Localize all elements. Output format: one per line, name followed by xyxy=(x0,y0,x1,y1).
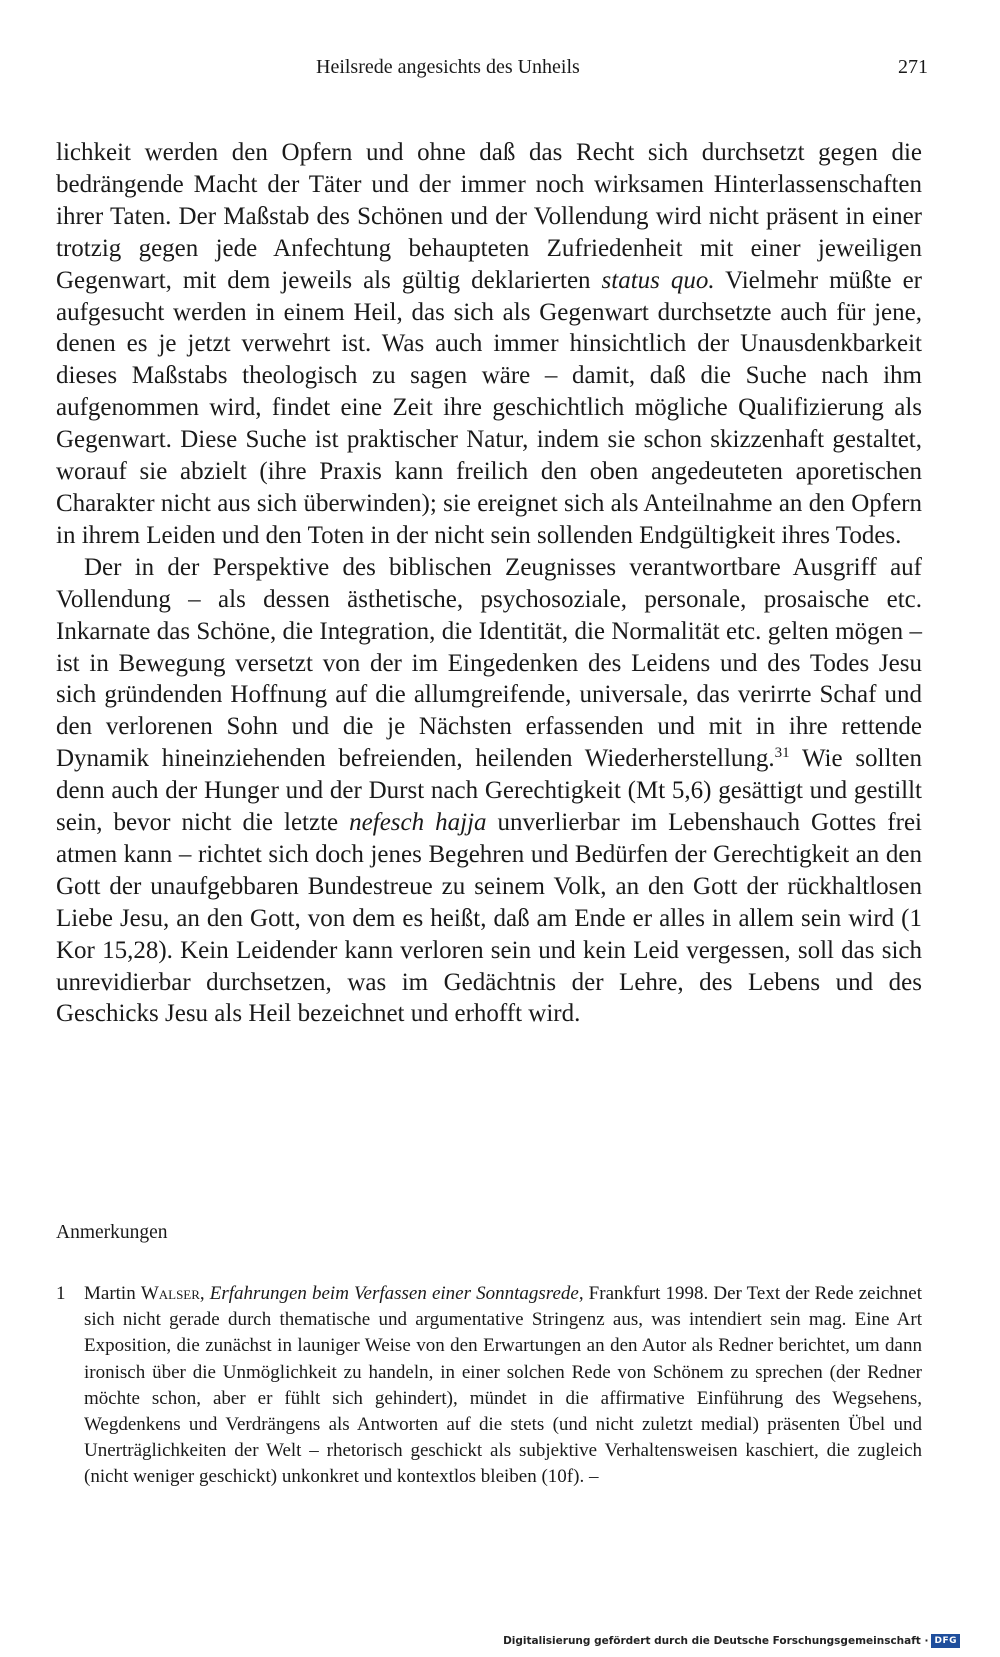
paragraph-1 xyxy=(56,137,922,552)
paragraph-2 xyxy=(56,552,922,1031)
paragraph-1-text-b: Vielmehr müßte er aufgesucht werden in einem Heil, das sich als Gegenwart durchsetzte auch für jene, denen es je jetzt verwehrt ist. Was auch immer hinsichtlich der Unausdenkbarkeit dieses Maßstabs theologisch zu sagen wäre – damit, daß die Suche nach ihm aufgenommen wird, findet eine Zeit ihre geschichtlich mögliche Qualifizierung als Gegenwart. Diese Suche ist praktischer Natur, indem sie schon skizzenhaft gestaltet, worauf sie abzielt (ihre Praxis kann freilich den oben angedeuteten aporetischen Charakter nicht aus sich überwinden); sie ereignet sich als Anteilnahme an den Opfern in ihrem Leiden und den Toten in der nicht sein sollenden Endgültigkeit ihres Todes. xyxy=(56,266,922,549)
paragraph-1-text-a: lichkeit werden den Opfern und ohne daß das Recht sich durchsetzt gegen die bedrängende Macht der Täter und der immer noch wirksamen Hinterlassenschaften ihrer Taten. Der Maßstab des Schönen und der Vollendung wird nicht präsent in einer trotzig gegen jede Anfechtung behaupteten Zufriedenheit mit einer jeweiligen Gegenwart, mit dem jeweils als gültig deklarierten xyxy=(56,139,922,294)
paragraph-2-italic-nefesch-hajja: nefesch hajja xyxy=(349,809,487,837)
footnote-1-row xyxy=(56,1281,922,1491)
footnote-1-author-first: Martin xyxy=(84,1283,141,1304)
paragraph-2-text-a: Der in der Perspektive des biblischen Zeugnisses verantwortbare Ausgriff auf Vollendung – als dessen ästhetische, psychosoziale, personale, prosaische etc. Inkarnate das Schöne, die Integration, die Identität, die Normalität etc. gelten mögen – ist in Bewegung versetzt von der im Eingedenken des Leidens und des Todes Jesu sich gründenden Hoffnung auf die allumgreifende, universale, das verirrte Schaf und den verlorenen Sohn und die je Nächsten erfassenden und mit in ihre rettende Dynamik hineinziehenden befreienden, heilenden Wiederherstellung. xyxy=(56,553,922,773)
running-head xyxy=(316,56,928,86)
paragraph-2-text-b: Wie sollten denn auch der Hunger und der Durst nach Gerechtigkeit (Mt 5,6) gesättigt und gestillt sein, bevor nicht die letzte xyxy=(56,745,922,837)
paragraph-1-italic-status-quo: status quo. xyxy=(601,266,715,294)
footnote-1-title: Erfahrungen beim Verfassen einer Sonntagsrede xyxy=(209,1283,579,1304)
running-head-title: Heilsrede angesichts des Unheils xyxy=(316,56,580,78)
page-number: 271 xyxy=(898,56,928,78)
main-text xyxy=(56,137,922,1030)
footnote-1-text: , Frankfurt 1998. Der Text der Rede zeichnet sich nicht gerade durch thematische und argumentative Stringenz aus, was intendiert sein mag. Eine Art Exposition, die zunächst in launiger Weise von den Erwartungen an den Autor als Redner berichtet, um dann ironisch über die Unmöglichkeit zu handeln, in einer solchen Rede von Schönem zu sprechen (der Redner möchte schon, aber er fühlt sich gehindert), mündet in die affirmative Einführung des Wegsehens, Wegdenkens und Verdrängens als Antworten auf die stets (und nicht zuletzt medial) präsenten Übel und Unerträglichkeiten der Welt – rhetorisch geschickt als subjektive Verhaltensweisen kaschiert, die zugleich (nicht weniger geschickt) unkonkret und kontextlos bleiben (10f). – xyxy=(84,1283,923,1488)
footnote-1 xyxy=(56,1281,922,1491)
digitization-credit xyxy=(503,1633,960,1649)
footnote-reference-31[interactable]: 31 xyxy=(774,745,790,762)
footnote-1-comma: , xyxy=(199,1283,210,1304)
notes-heading: Anmerkungen xyxy=(56,1222,168,1243)
paragraph-2-text-c: unverlierbar im Lebenshauch Gottes frei atmen kann – richtet sich doch jenes Begehren und Bedürfen der Gerechtigkeit an den Gott der unaufgebbaren Bundestreue zu seinem Volk, an den Gott der rückhaltlosen Liebe Jesu, an den Gott, von dem es heißt, daß am Ende er alles in allem sein wird (1 Kor 15,28). Kein Leidender kann verloren sein und kein Leid vergessen, soll das sich unrevidierbar durchsetzen, was im Gedächtnis der Lehre, des Lebens und des Geschicks Jesu als Heil bezeichnet und erhofft wird. xyxy=(56,809,922,1028)
footnote-1-author-last: Walser xyxy=(140,1283,200,1304)
credit-text: Digitalisierung gefördert durch die Deutsche Forschungsgemeinschaft · xyxy=(503,1635,929,1647)
footnote-1-number: 1 xyxy=(56,1283,66,1304)
dfg-logo-icon: DFG xyxy=(931,1634,960,1648)
